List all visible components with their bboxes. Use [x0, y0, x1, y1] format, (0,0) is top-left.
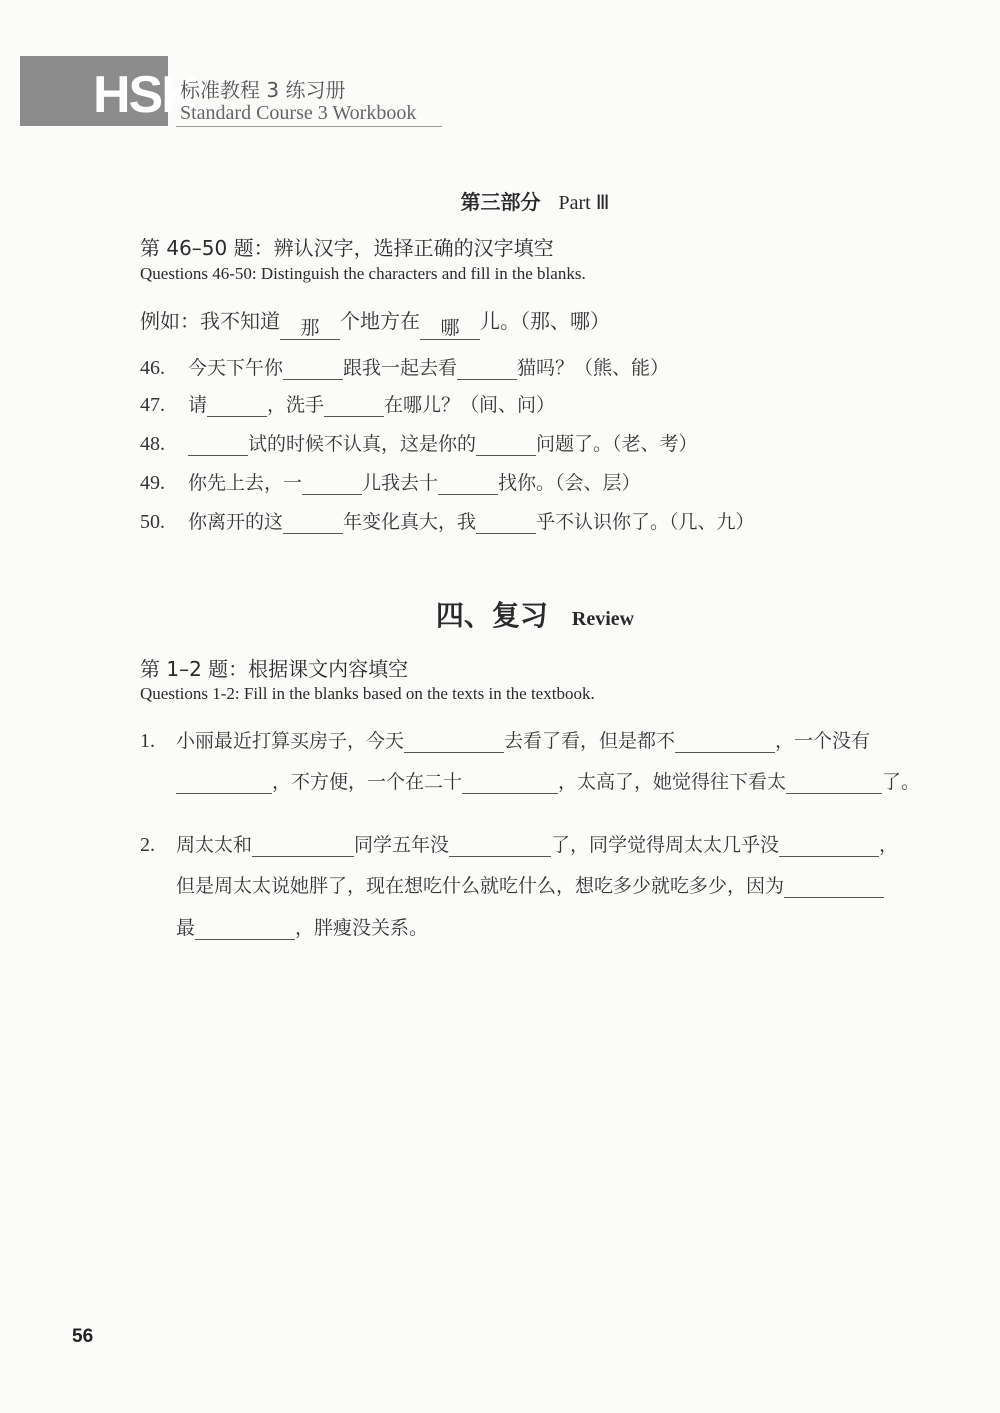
- part-heading-zh: 第三部分: [460, 190, 541, 214]
- question-text: ，胖瘦没关系。: [295, 917, 429, 939]
- answer-blank[interactable]: [283, 511, 343, 534]
- question-number: 48.: [140, 433, 165, 455]
- question-text: 乎不认识你了。（几、九）: [536, 511, 755, 533]
- review-question-2-line3: [176, 913, 428, 943]
- book-title: 标准教程 3 练习册: [180, 78, 346, 102]
- example-text: 我不知道: [200, 309, 280, 333]
- answer-blank[interactable]: [324, 394, 384, 417]
- answer-blank[interactable]: [195, 917, 295, 940]
- answer-blank[interactable]: [283, 357, 343, 380]
- review-question-1-line2: [176, 767, 920, 797]
- answer-blank[interactable]: [438, 472, 498, 495]
- example-text: 个地方在: [340, 309, 420, 333]
- answer-blank[interactable]: [404, 730, 504, 753]
- answer-blank[interactable]: [457, 357, 517, 380]
- answer-blank[interactable]: [449, 834, 551, 857]
- question-text: 儿我去十: [362, 472, 439, 494]
- question-text: 在哪儿？（间、问）: [384, 394, 556, 416]
- question-number: 46.: [140, 357, 165, 379]
- question-text: ，一个没有: [775, 730, 871, 752]
- review-question-1-line1: [140, 726, 870, 756]
- question-number: 50.: [140, 511, 165, 533]
- answer-blank[interactable]: [207, 394, 267, 417]
- question-46: [140, 353, 669, 383]
- example-text: 儿。（那、哪）: [480, 309, 610, 333]
- question-text: 同学五年没: [354, 834, 450, 856]
- question-text: 今天下午你: [188, 357, 284, 379]
- question-text: 但是周太太说她胖了，现在想吃什么就吃什么，想吃多少就吃多少，因为: [176, 875, 785, 897]
- answer-blank[interactable]: [784, 875, 884, 898]
- question-number: 47.: [140, 394, 165, 416]
- answer-blank[interactable]: [779, 834, 879, 857]
- header-rule: [176, 126, 442, 127]
- answer-blank[interactable]: [252, 834, 354, 857]
- answer-blank[interactable]: [188, 433, 248, 456]
- question-text: ，不方便，一个在二十: [272, 771, 463, 793]
- question-number: 2.: [140, 834, 155, 856]
- question-text: 试的时候不认真，这是你的: [248, 433, 477, 455]
- question-text: ，太高了，她觉得往下看太: [558, 771, 787, 793]
- question-text: 请: [188, 394, 208, 416]
- question-text: ，: [879, 834, 899, 856]
- review-instruction-zh: 第 1–2 题：根据课文内容填空: [140, 657, 409, 681]
- question-number: 1.: [140, 730, 155, 752]
- question-50: [140, 507, 755, 537]
- example-blank: 那: [280, 317, 340, 340]
- answer-blank[interactable]: [786, 771, 882, 794]
- answer-blank[interactable]: [462, 771, 558, 794]
- review-instruction-en: Questions 1-2: Fill in the blanks based on the texts in the textbook.: [140, 684, 595, 703]
- hsk-logo: HSK: [93, 66, 197, 124]
- question-47: [140, 390, 555, 420]
- part3-instruction-en: Questions 46-50: Distinguish the characters and fill in the blanks.: [140, 264, 586, 283]
- answer-blank[interactable]: [476, 511, 536, 534]
- example-label: 例如：: [140, 309, 200, 333]
- question-49: [140, 468, 641, 498]
- review-question-2-line2: [176, 871, 884, 901]
- question-text: 最: [176, 917, 196, 939]
- answer-blank[interactable]: [476, 433, 536, 456]
- review-heading: [0, 594, 1000, 634]
- question-text: 问题了。（老、考）: [536, 433, 698, 455]
- question-text: 你离开的这: [188, 511, 284, 533]
- question-text: 你先上去，一: [188, 472, 303, 494]
- part3-instruction-zh: 第 46–50 题：辨认汉字，选择正确的汉字填空: [140, 236, 554, 260]
- review-heading-en: Review: [571, 608, 635, 630]
- question-text: 找你。（会、层）: [498, 472, 641, 494]
- question-text: 年变化真大，我: [343, 511, 477, 533]
- question-text: 周太太和: [176, 834, 253, 856]
- answer-blank[interactable]: [176, 771, 272, 794]
- book-subtitle: Standard Course 3 Workbook: [180, 102, 417, 124]
- review-heading-zh: 四、复习: [435, 599, 548, 632]
- example-line: [140, 306, 610, 339]
- page-number: 56: [72, 1326, 94, 1347]
- part-heading: [0, 186, 1000, 215]
- question-text: 小丽最近打算买房子，今天: [176, 730, 405, 752]
- question-48: [140, 429, 698, 459]
- question-text: ，洗手: [267, 394, 325, 416]
- question-text: 去看了看，但是都不: [504, 730, 676, 752]
- answer-blank[interactable]: [302, 472, 362, 495]
- part-heading-en: Part Ⅲ: [558, 192, 610, 214]
- question-text: 了。: [882, 771, 921, 793]
- question-text: 了，同学觉得周太太几乎没: [551, 834, 780, 856]
- question-text: 猫吗？（熊、能）: [517, 357, 670, 379]
- example-blank: 哪: [420, 317, 480, 340]
- question-text: 跟我一起去看: [343, 357, 458, 379]
- review-question-2-line1: [140, 830, 898, 860]
- answer-blank[interactable]: [675, 730, 775, 753]
- question-number: 49.: [140, 472, 165, 494]
